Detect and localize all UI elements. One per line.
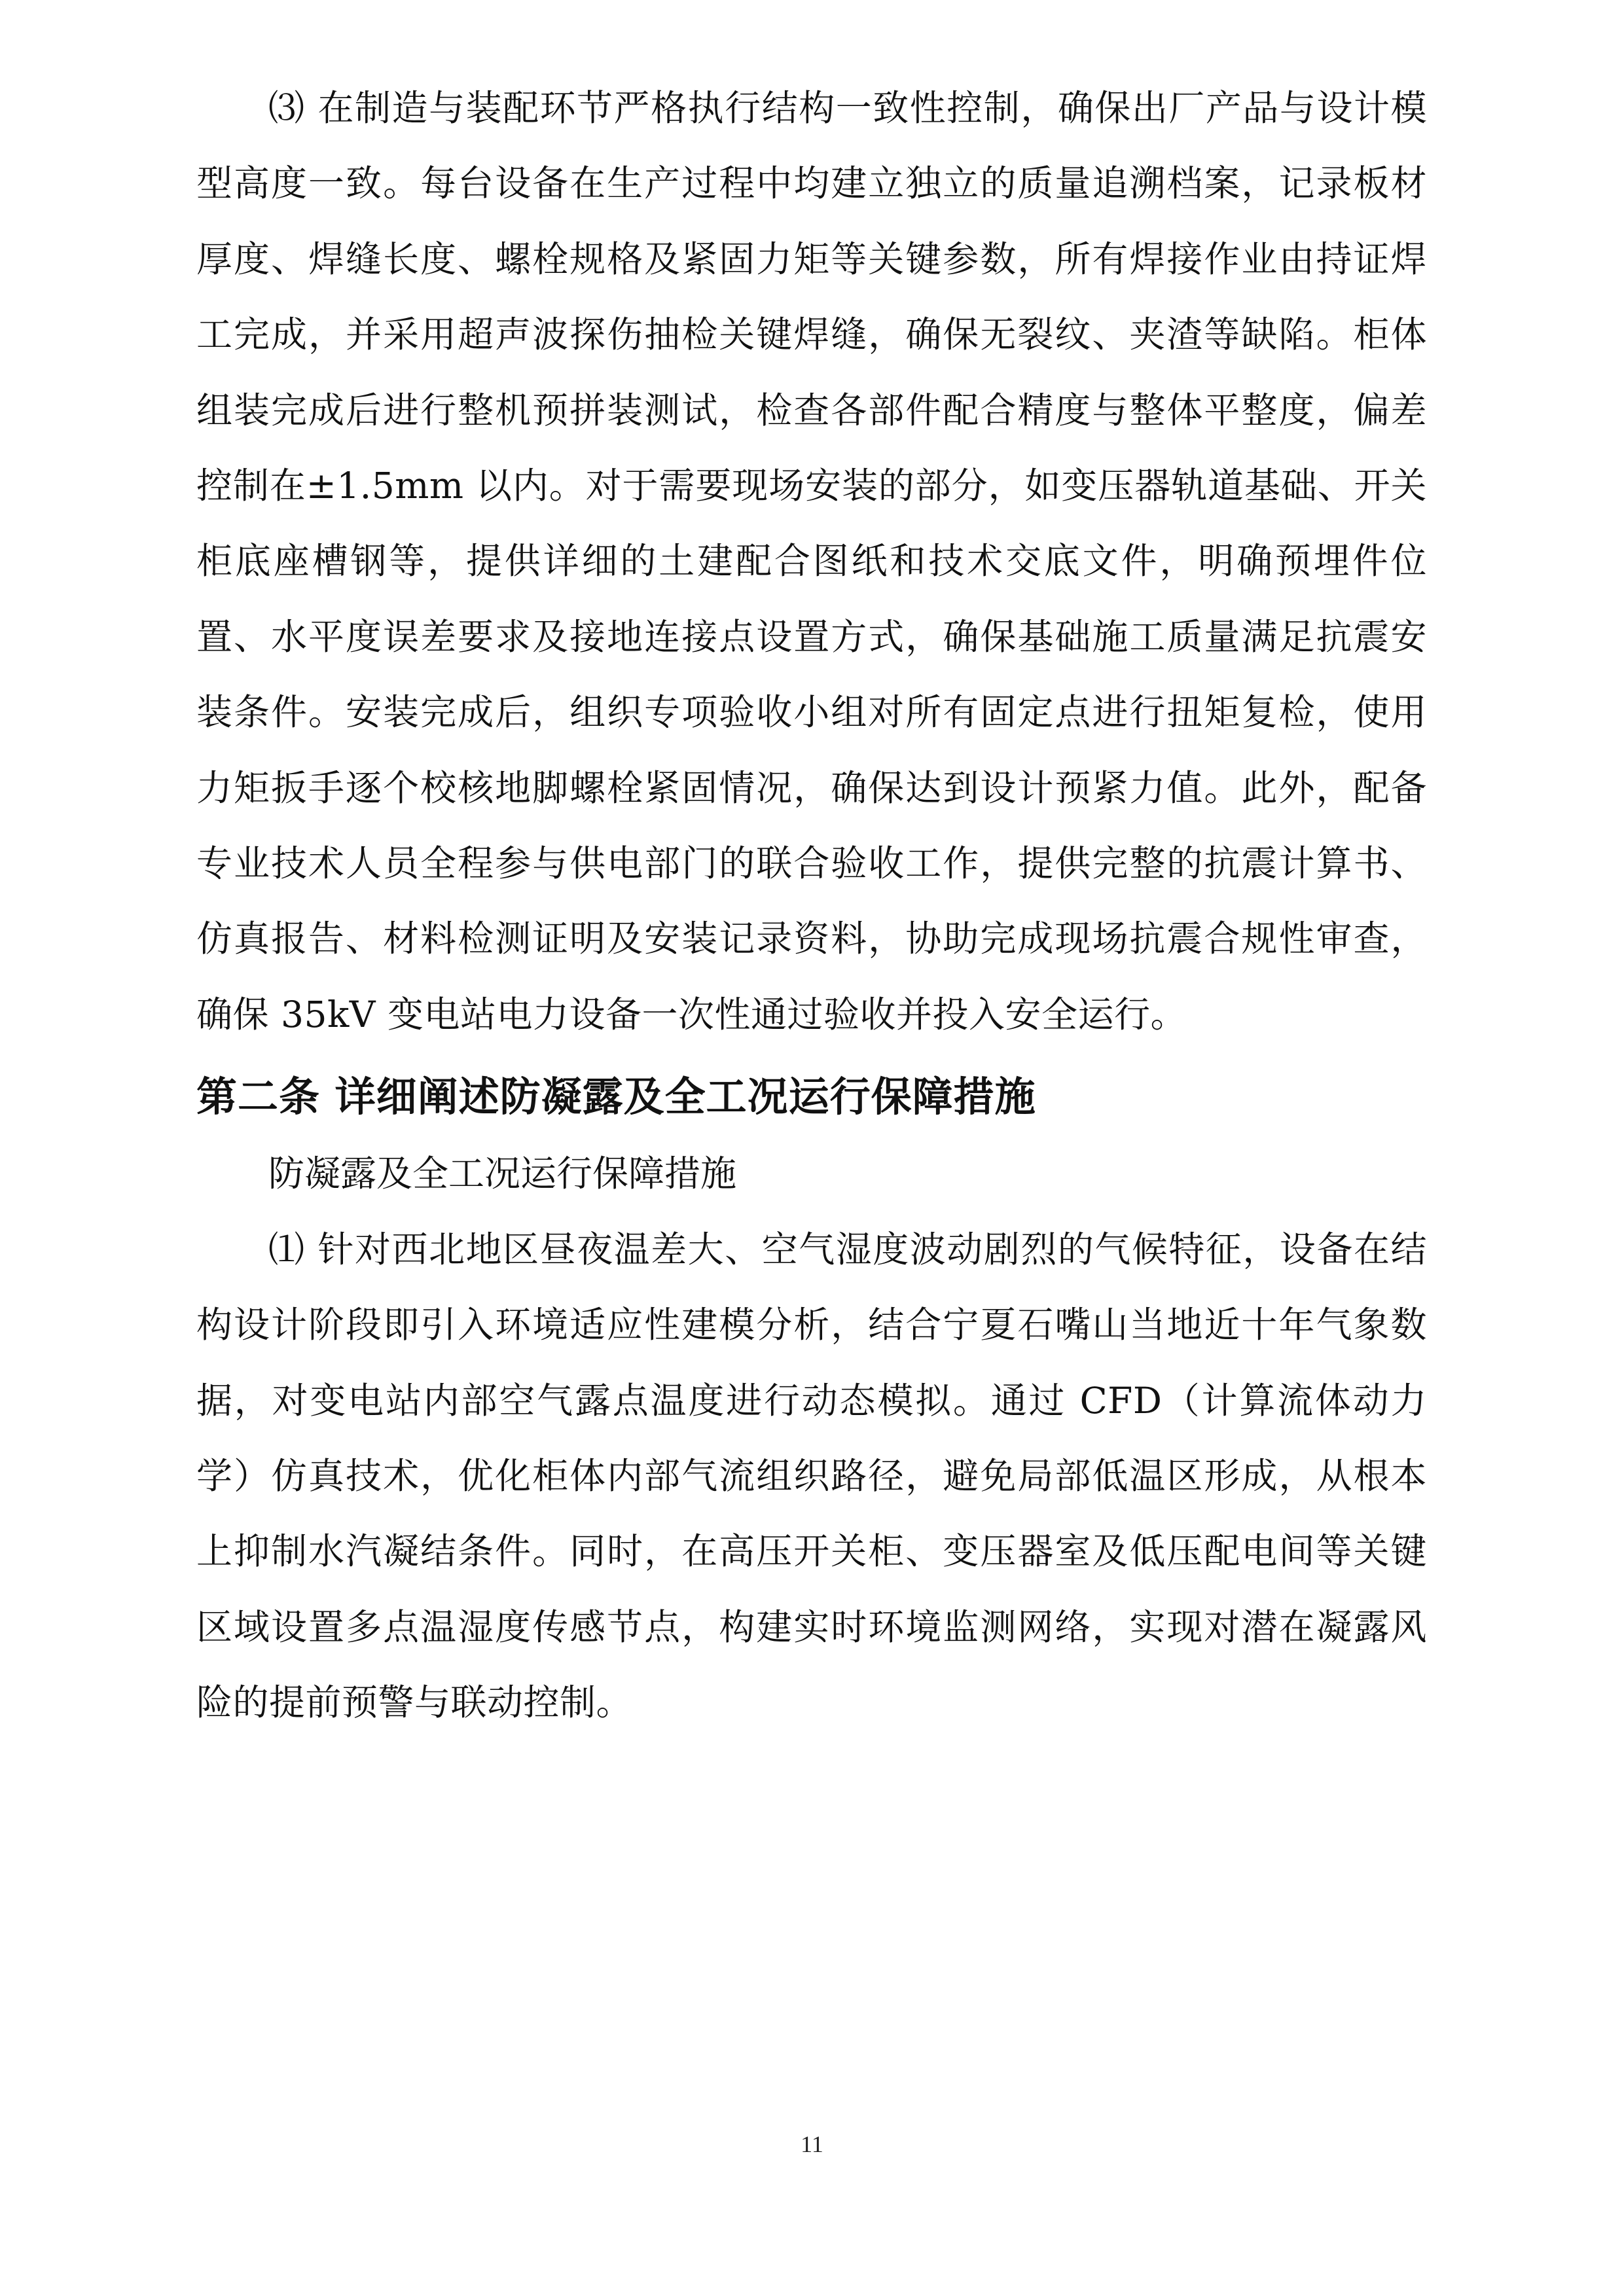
section-heading: 第二条 详细阐述防凝露及全工况运行保障措施 xyxy=(196,1073,1036,1121)
page-body xyxy=(196,71,1427,1741)
paragraph-anti-condensation: ⑴ 针对西北地区昼夜温差大、空气湿度波动剧烈的气候特征，设备在结构设计阶段即引入环境适应性建模分析，结合宁夏石嘴山当地近十年气象数据，对变电站内部空气露点温度进行动态模拟。通过 CFD（计算流体动力学）仿真技术，优化柜体内部气流组织路径，避免局部低温区形成，从根本上抑制水汽凝结条件。同时，在高压开关柜、变压器室及低压配电间等关键区域设置多点温湿度传感节点，构建实时环境监测网络，实现对潜在凝露风险的提前预警与联动控制。 xyxy=(196,1228,1427,1724)
sub-heading: 防凝露及全工况运行保障措施 xyxy=(268,1153,737,1195)
paragraph-structural-consistency: ⑶ 在制造与装配环节严格执行结构一致性控制，确保出厂产品与设计模型高度一致。每台设备在生产过程中均建立独立的质量追溯档案，记录板材厚度、焊缝长度、螺栓规格及紧固力矩等关键参数，所有焊接作业由持证焊工完成，并采用超声波探伤抽检关键焊缝，确保无裂纹、夹渣等缺陷。柜体组装完成后进行整机预拼装测试，检查各部件配合精度与整体平整度，偏差控制在±1.5mm 以内。对于需要现场安装的部分，如变压器轨道基础、开关柜底座槽钢等，提供详细的土建配合图纸和技术交底文件，明确预埋件位置、水平度误差要求及接地连接点设置方式，确保基础施工质量满足抗震安装条件。安装完成后，组织专项验收小组对所有固定点进行扭矩复检，使用力矩扳手逐个校核地脚螺栓紧固情况，确保达到设计预紧力值。此外，配备专业技术人员全程参与供电部门的联合验收工作，提供完整的抗震计算书、仿真报告、材料检测证明及安装记录资料，协助完成现场抗震合规性审查，确保 35kV 变电站电力设备一次性通过验收并投入安全运行。 xyxy=(196,87,1427,1035)
page-number: 11 xyxy=(801,2131,823,2157)
